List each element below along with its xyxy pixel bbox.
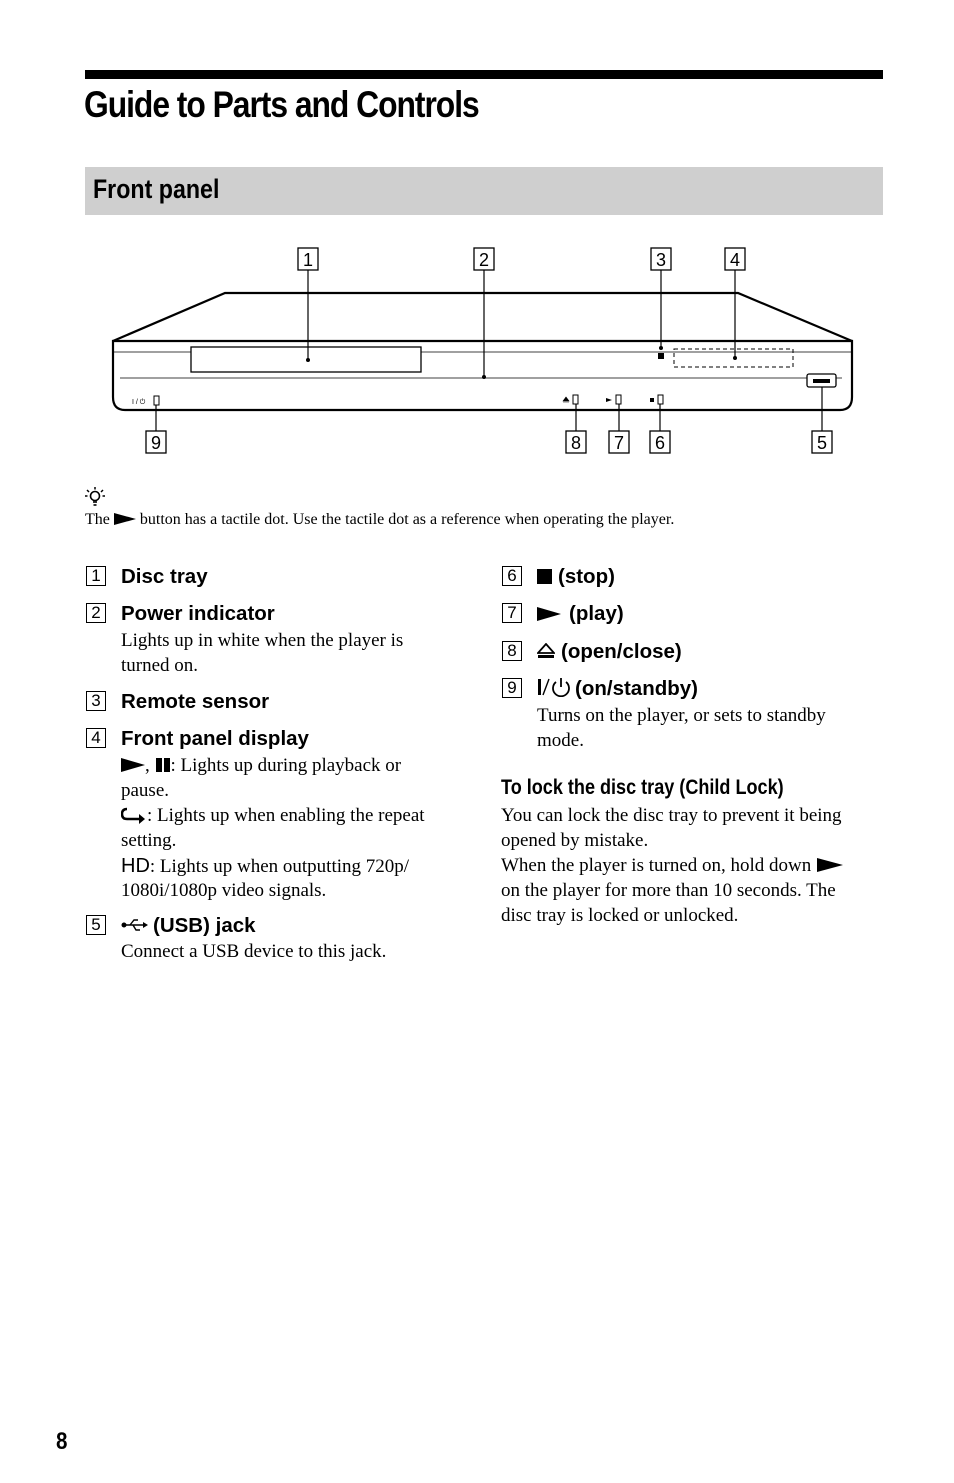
callout-1: 1 — [302, 250, 314, 270]
item-label: (open/close) — [537, 640, 682, 664]
item-desc: Connect a USB device to this jack. — [121, 941, 387, 962]
item-label: Remote sensor — [121, 690, 270, 713]
item-desc: mode. — [537, 730, 584, 751]
svg-text:I / ⏻: I / ⏻ — [132, 399, 146, 406]
item-label: (play) — [537, 602, 624, 626]
item-label: (on/standby) — [537, 677, 698, 701]
stop-icon — [537, 569, 552, 584]
item-number: 6 — [502, 566, 522, 586]
item-number: 2 — [86, 603, 106, 623]
callout-9: 9 — [150, 433, 162, 453]
item-label: Front panel display — [121, 727, 309, 750]
title-rule — [85, 70, 883, 79]
play-icon — [121, 758, 145, 772]
callout-4: 4 — [729, 250, 741, 270]
callout-8: 8 — [570, 433, 582, 453]
child-lock-text: When the player is turned on, hold down — [501, 854, 843, 879]
item-number: 8 — [502, 641, 522, 661]
item-desc: Turns on the player, or sets to standby — [537, 705, 826, 726]
child-lock-text: on the player for more than 10 seconds. The — [501, 880, 836, 901]
item-label: Power indicator — [121, 602, 275, 625]
item-number: 4 — [86, 728, 106, 748]
power-icon — [537, 677, 573, 697]
item-desc: : Lights up when enabling the repeat — [121, 804, 425, 829]
hd-icon: HD — [121, 855, 150, 877]
item-number: 1 — [86, 566, 106, 586]
repeat-icon — [121, 806, 147, 824]
play-icon — [114, 513, 136, 525]
pause-icon — [155, 758, 171, 772]
item-desc: pause. — [121, 780, 170, 801]
child-lock-text: disc tray is locked or unlocked. — [501, 905, 739, 926]
child-lock-text: opened by mistake. — [501, 830, 649, 851]
item-label: (USB) jack — [121, 914, 256, 938]
item-desc: setting. — [121, 830, 177, 851]
item-desc: 1080i/1080p video signals. — [121, 880, 327, 901]
callout-6: 6 — [654, 433, 666, 453]
item-number: 9 — [502, 678, 522, 698]
item-desc: , : Lights up during playback or — [121, 754, 401, 779]
item-desc: Lights up in white when the player is — [121, 630, 404, 651]
item-desc: turned on. — [121, 655, 199, 676]
child-lock-heading: To lock the disc tray (Child Lock) — [501, 776, 784, 799]
hint-icon — [85, 487, 107, 509]
callout-3: 3 — [655, 250, 667, 270]
page-number: 8 — [56, 1428, 68, 1455]
child-lock-text: You can lock the disc tray to prevent it being — [501, 805, 842, 826]
callout-2: 2 — [478, 250, 490, 270]
item-label: (stop) — [537, 565, 615, 589]
hint-text: The button has a tactile dot. Use the tactile dot as a reference when operating the player. — [85, 511, 675, 528]
eject-icon — [537, 643, 555, 659]
usb-icon — [121, 918, 149, 932]
item-desc: HD: Lights up when outputting 720p/ — [121, 855, 410, 877]
page-title: Guide to Parts and Controls — [84, 84, 479, 125]
play-icon — [817, 858, 843, 872]
callout-5: 5 — [816, 433, 828, 453]
play-icon — [537, 607, 561, 621]
item-number: 5 — [86, 915, 106, 935]
section-title: Front panel — [93, 174, 220, 204]
front-panel-diagram — [0, 230, 954, 470]
item-number: 3 — [86, 691, 106, 711]
item-number: 7 — [502, 603, 522, 623]
item-label: Disc tray — [121, 565, 208, 588]
callout-7: 7 — [613, 433, 625, 453]
